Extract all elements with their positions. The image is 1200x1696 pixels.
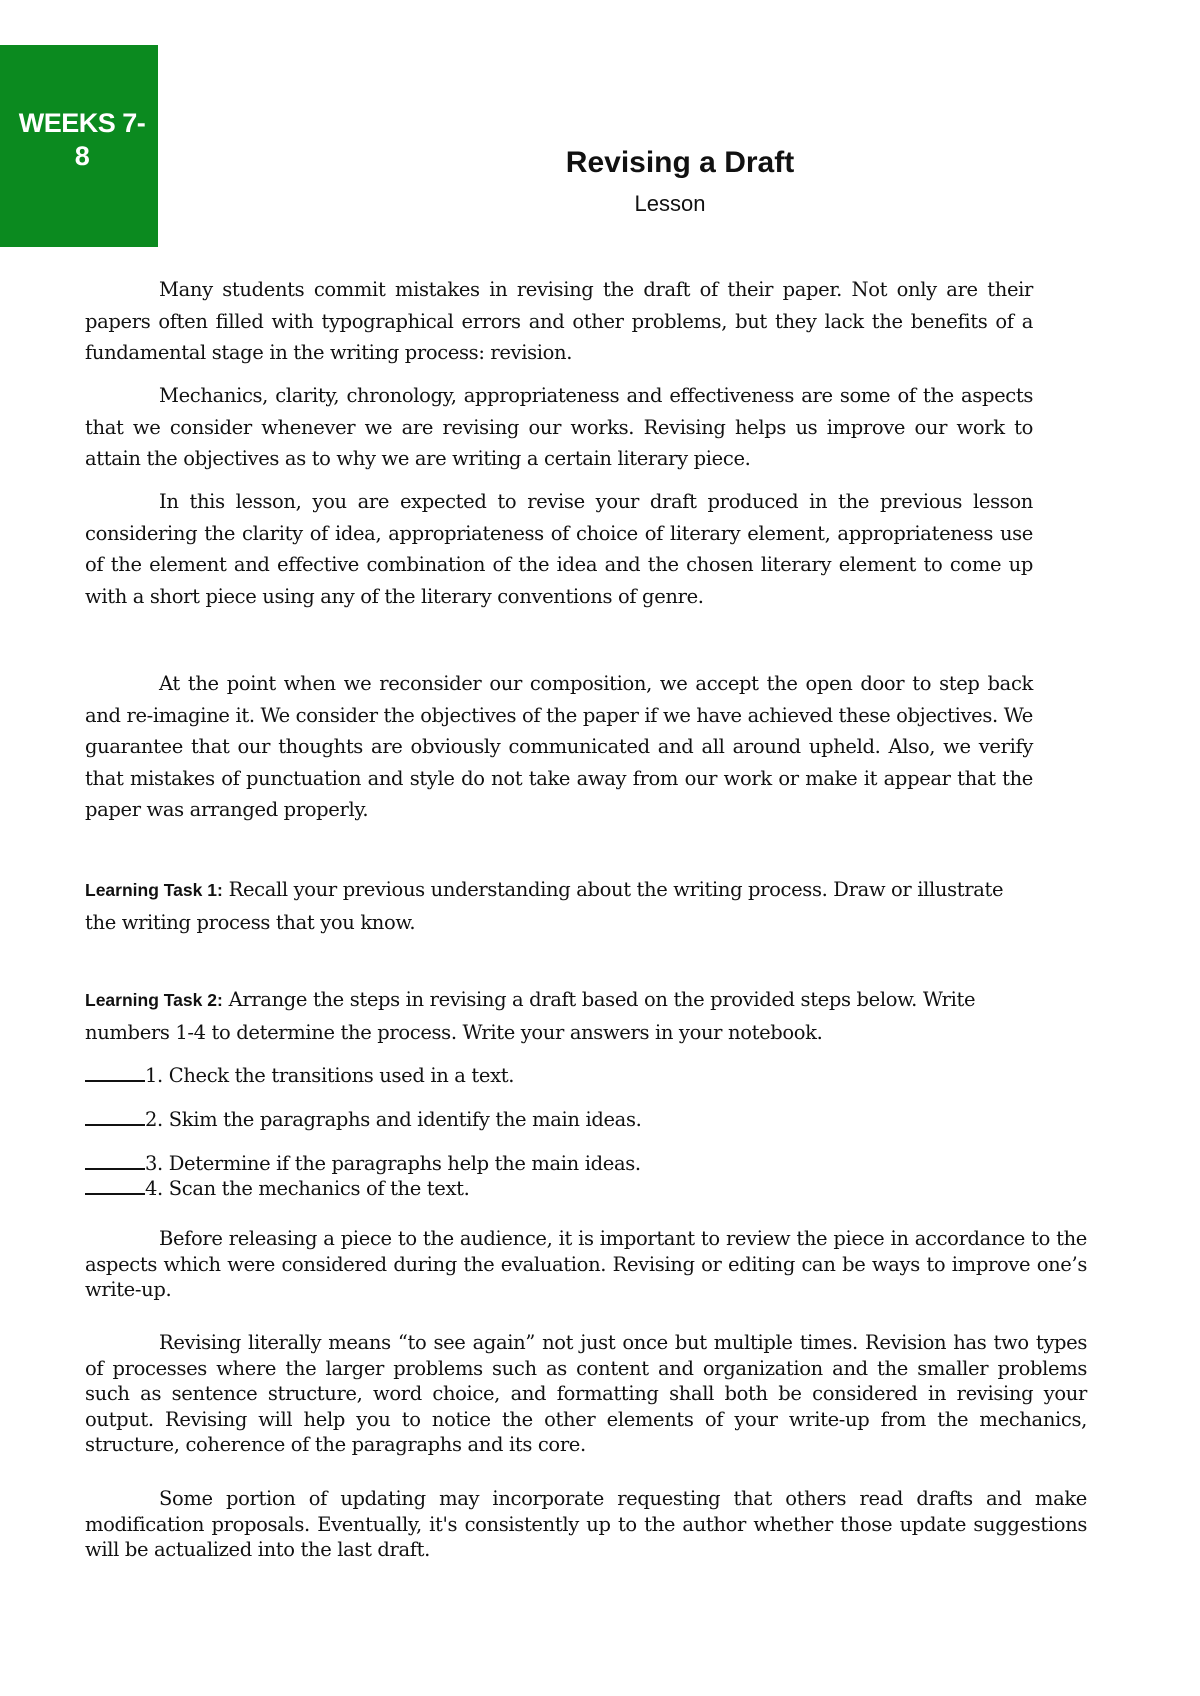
week-badge-label: WEEKS 7- 8 [18, 108, 146, 171]
answer-blank [85, 1106, 145, 1126]
step-text: 2. Skim the paragraphs and identify the main ideas. [145, 1108, 642, 1131]
paragraph-lesson-goal: In this lesson, you are expected to revise your draft produced in the previous lesson considering the clarity of idea, appropriateness of choice of literary element, appropriateness use of the element and effective combination of the idea and the chosen literary element to come up with a short piece using any of the literary conventions of genre. [85, 490, 1033, 608]
step-item [85, 1106, 985, 1133]
answer-blank [85, 1150, 145, 1170]
step-text: 3. Determine if the paragraphs help the main ideas. [145, 1152, 641, 1175]
learning-task-2 [85, 984, 1033, 1048]
paragraph-intro: Many students commit mistakes in revising the draft of their paper. Not only are their papers often filled with typographical errors and other problems, but they lack the benefits of a fundamental stage in the writing process: revision. [85, 278, 1033, 364]
page-subtitle: Lesson [634, 191, 706, 216]
paragraph-aspects: Mechanics, clarity, chronology, appropriateness and effectiveness are some of the aspects that we consider whenever we are revising our works. Revising helps us improve our work to attain the objectives as to why we are writing a certain literary piece. [85, 384, 1033, 470]
step-item [85, 1062, 985, 1089]
answer-blank [85, 1062, 145, 1082]
answer-blank [85, 1175, 145, 1195]
page-title: Revising a Draft [565, 146, 795, 179]
paragraph-updating: Some portion of updating may incorporate requesting that others read drafts and make modification proposals. Eventually, it's consistently up to the author whether those update suggestions will be actualized into the last draft. [85, 1487, 1087, 1561]
step-item [85, 1150, 985, 1177]
learning-task-1-text: Recall your previous understanding about the writing process. Draw or illustrate the writing process that you know. [85, 878, 1004, 934]
step-item [85, 1175, 985, 1202]
step-text: 4. Scan the mechanics of the text. [145, 1177, 470, 1200]
learning-task-1 [85, 874, 1033, 938]
week-badge [0, 45, 158, 247]
paragraph-revising-meaning: Revising literally means “to see again” not just once but multiple times. Revision has two types of processes where the larger problems such as content and organization and the smaller problems such as sentence structure, word choice, and formatting shall both be considered in revising your output. Revising will help you to notice the other elements of your write-up from the mechanics, structure, coherence of the paragraphs and its core. [85, 1331, 1087, 1456]
learning-task-1-label: Learning Task 1: [85, 880, 223, 900]
paragraph-reconsider: At the point when we reconsider our composition, we accept the open door to step back and re-imagine it. We consider the objectives of the paper if we have achieved these objectives. We guarantee that our thoughts are obviously communicated and all around upheld. Also, we verify that mistakes of punctuation and style do not take away from our work or make it appear that the paper was arranged properly. [85, 672, 1033, 821]
learning-task-2-label: Learning Task 2: [85, 990, 223, 1010]
paragraph-review: Before releasing a piece to the audience, it is important to review the piece in accordance to the aspects which were considered during the evaluation. Revising or editing can be ways to improve one’s write-up. [85, 1227, 1087, 1301]
learning-task-2-text: Arrange the steps in revising a draft based on the provided steps below. Write numbers 1-4 to determine the process. Write your answers in your notebook. [85, 988, 976, 1044]
step-text: 1. Check the transitions used in a text. [145, 1064, 515, 1087]
